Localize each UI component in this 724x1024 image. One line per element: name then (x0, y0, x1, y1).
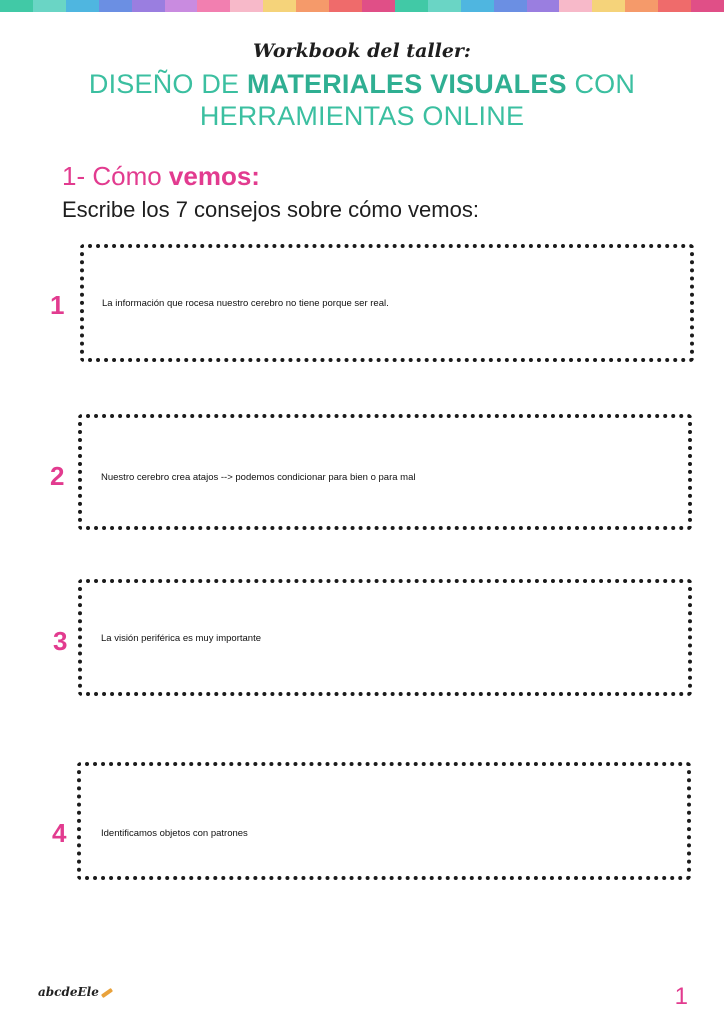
title-bold: MATERIALES VISUALES (246, 69, 567, 99)
answer-number-4: 4 (52, 818, 67, 848)
answer-text-2[interactable]: Nuestro cerebro crea atajos --> podemos condicionar para bien o para mal (101, 472, 416, 483)
title-part-1: DISEÑO DE (88, 69, 247, 99)
answer-box-4[interactable] (77, 762, 691, 880)
instructions-text: Escribe los 7 consejos sobre cómo vemos: (62, 197, 479, 222)
stripe-segment (165, 0, 198, 12)
stripe-segment (362, 0, 395, 12)
stripe-segment (658, 0, 691, 12)
page-title (40, 68, 684, 132)
stripe-segment (33, 0, 66, 12)
answer-text-1[interactable]: La información que rocesa nuestro cerebro no tiene porque ser real. (102, 298, 389, 309)
stripe-segment (592, 0, 625, 12)
stripe-segment (428, 0, 461, 12)
answer-text-4[interactable]: Identificamos objetos con patrones (101, 828, 248, 839)
stripe-segment (132, 0, 165, 12)
stripe-segment (461, 0, 494, 12)
stripe-segment (230, 0, 263, 12)
stripe-segment (99, 0, 132, 12)
stripe-segment (329, 0, 362, 12)
brand-logo-text: abcdeEle (38, 985, 99, 999)
workbook-eyebrow: Workbook del taller: (253, 40, 471, 62)
answer-number-1: 1 (50, 290, 65, 320)
stripe-segment (66, 0, 99, 12)
section-heading (62, 161, 260, 192)
stripe-segment (625, 0, 658, 12)
answer-number-2: 2 (50, 461, 65, 491)
stripe-segment (494, 0, 527, 12)
stripe-segment (559, 0, 592, 12)
title-part-2: CON HERRAMIENTAS ONLINE (199, 69, 636, 131)
stripe-segment (263, 0, 296, 12)
brand-logo (38, 985, 113, 999)
color-stripe-bar (0, 0, 724, 12)
answer-text-3[interactable]: La visión periférica es muy importante (101, 633, 261, 644)
section-heading-bold: vemos: (168, 161, 260, 191)
stripe-segment (691, 0, 724, 12)
stripe-segment (197, 0, 230, 12)
stripe-segment (296, 0, 329, 12)
stripe-segment (395, 0, 428, 12)
answer-number-3: 3 (53, 626, 68, 656)
stripe-segment (527, 0, 560, 12)
pencil-icon (101, 987, 113, 997)
section-heading-prefix: 1- Cómo (62, 161, 169, 191)
page-number: 1 (674, 983, 688, 1010)
stripe-segment (0, 0, 33, 12)
